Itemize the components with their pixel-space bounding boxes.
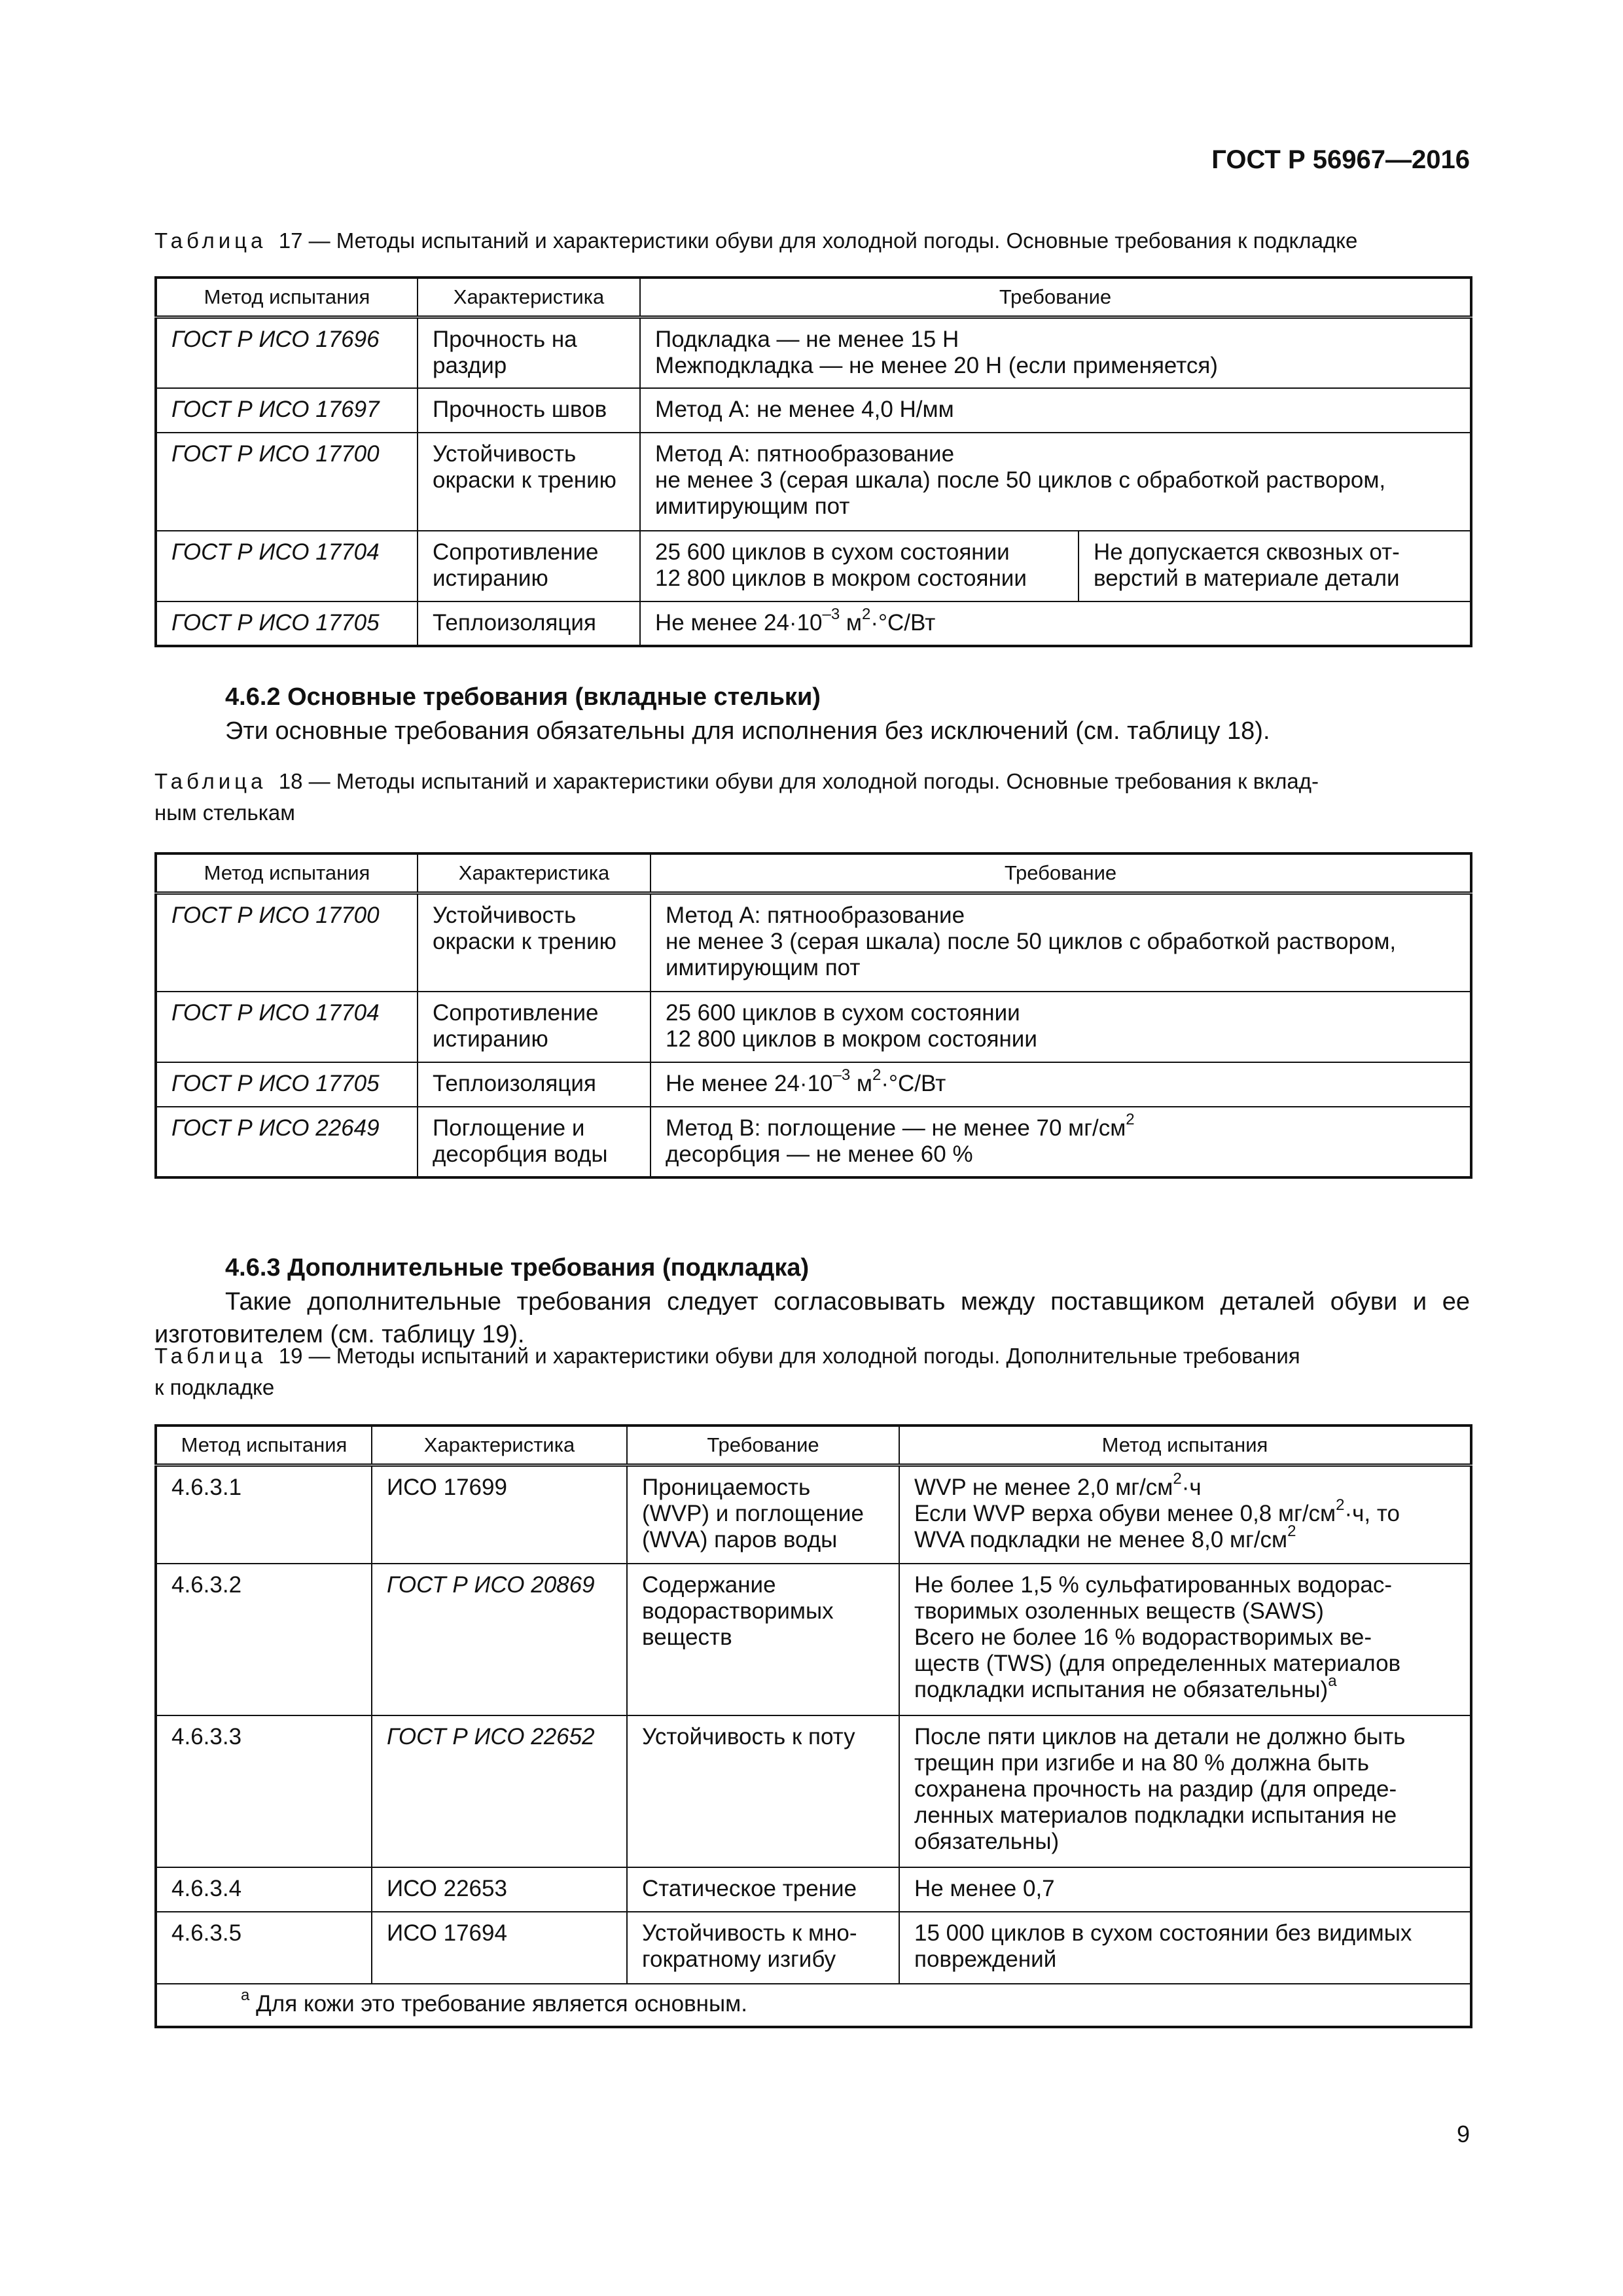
- text-line: [666, 1110, 1458, 1141]
- text-line: [914, 1496, 1458, 1527]
- text-line: не менее 3 (серая шкала) после 50 циклов с обработкой раствором,: [655, 467, 1386, 493]
- table-row: [156, 601, 1471, 646]
- text-line: 25 600 циклов в сухом состоянии: [655, 539, 1010, 565]
- table-header-row: [156, 1426, 1471, 1465]
- table-row: [156, 433, 1471, 531]
- characteristic-cell: [418, 317, 640, 388]
- text-fragment: Не менее 24·10: [666, 1070, 833, 1096]
- text-line: Не менее 0,7: [914, 1875, 1055, 1901]
- clause-number-cell: 4.6.3.5: [156, 1912, 372, 1984]
- characteristic-cell: [627, 1867, 899, 1912]
- text-line: Проницаемость: [642, 1475, 811, 1500]
- table-row: [156, 1465, 1471, 1564]
- text-line: Не допускается сквозных от-: [1094, 539, 1400, 565]
- document-id-header: ГОСТ Р 56967—2016: [1211, 145, 1470, 174]
- characteristic-cell: [418, 601, 640, 646]
- requirement-cell: [899, 1867, 1471, 1912]
- text-line: Сопротивление: [433, 539, 599, 565]
- table-row: [156, 317, 1471, 388]
- method-cell: ГОСТ Р ИСО 17705: [156, 601, 418, 646]
- text-line: [914, 1672, 1458, 1703]
- table-17: [154, 276, 1472, 647]
- text-fragment: Не менее 24·10: [655, 609, 823, 636]
- caption-prefix: Таблица: [154, 1344, 267, 1368]
- clause-number-cell: 4.6.3.2: [156, 1564, 372, 1715]
- text-line: трещин при изгибе и на 80 % должна быть: [914, 1749, 1370, 1776]
- text-line: десорбция — не менее 60 %: [666, 1141, 973, 1167]
- text-line: Статическое трение: [642, 1875, 857, 1901]
- table-row: [156, 388, 1471, 433]
- text-line: Не более 1,5 % сульфатированных водорас-: [914, 1571, 1392, 1598]
- page-number: 9: [1456, 2121, 1470, 2147]
- table-row: [156, 1107, 1471, 1177]
- text-line: 12 800 циклов в мокром состоянии: [666, 1026, 1037, 1052]
- table-header-row: [156, 278, 1471, 317]
- text-line: Устойчивость: [433, 440, 577, 467]
- text-line: Теплоизоляция: [433, 609, 596, 636]
- method-cell: ГОСТ Р ИСО 17704: [156, 531, 418, 601]
- text-line: (WVA) паров воды: [642, 1527, 838, 1552]
- characteristic-cell: [418, 1107, 651, 1177]
- text-line: [914, 1470, 1458, 1501]
- text-fragment: м: [850, 1070, 872, 1096]
- superscript: 2: [862, 605, 871, 623]
- method-cell: ГОСТ Р ИСО 17705: [156, 1062, 418, 1107]
- column-header: Требование: [640, 278, 1471, 317]
- column-header: Характеристика: [418, 278, 640, 317]
- table-header-row: [156, 853, 1471, 893]
- characteristic-cell: [418, 531, 640, 601]
- column-header: Метод испытания: [899, 1426, 1471, 1465]
- standard-cell: ГОСТ Р ИСО 22652: [372, 1715, 627, 1867]
- table-19-caption: [154, 1340, 1470, 1403]
- text-line: ществ (TWS) (для определенных материалов: [914, 1650, 1401, 1676]
- text-line: раздир: [433, 353, 507, 378]
- text-fragment: ·ч, то: [1344, 1501, 1400, 1526]
- requirement-cell: [640, 317, 1471, 388]
- text-line: Метод А: пятнообразование: [666, 903, 965, 928]
- column-header: Метод испытания: [156, 853, 418, 893]
- standard-cell: ИСО 17694: [372, 1912, 627, 1984]
- text-line: Сопротивление: [433, 999, 599, 1026]
- method-cell: ГОСТ Р ИСО 17697: [156, 388, 418, 433]
- characteristic-cell: [627, 1912, 899, 1984]
- column-header: Метод испытания: [156, 278, 418, 317]
- caption-text-line2: ным стелькам: [154, 800, 295, 825]
- text-line: повреждений: [914, 1946, 1057, 1972]
- table-row: [156, 1715, 1471, 1867]
- characteristic-cell: [627, 1564, 899, 1715]
- clause-number-cell: 4.6.3.4: [156, 1867, 372, 1912]
- characteristic-cell: [418, 433, 640, 531]
- footnote-marker: a: [1328, 1672, 1337, 1690]
- text-line: ленных материалов подкладки испытания не: [914, 1802, 1397, 1828]
- table-footnote: [156, 1984, 1471, 2027]
- text-line: имитирующим пот: [666, 955, 861, 980]
- text-line: Поглощение и: [433, 1115, 585, 1141]
- section-4-6-2-title: 4.6.2 Основные требования (вкладные стельки): [225, 683, 821, 711]
- footnote-text: Для кожи это требование является основным.: [249, 1990, 747, 2017]
- text-line: не менее 3 (серая шкала) после 50 циклов с обработкой раствором,: [666, 929, 1397, 954]
- caption-text: 19 — Методы испытаний и характеристики обуви для холодной погоды. Дополнительные требования: [278, 1344, 1300, 1368]
- table-19: [154, 1424, 1472, 2028]
- text-line: верстий в материале детали: [1094, 565, 1400, 591]
- caption-text: 18 — Методы испытаний и характеристики обуви для холодной погоды. Основные требования к вклад-: [278, 769, 1319, 793]
- requirement-cell: [651, 1062, 1471, 1107]
- text-fragment: ·°С/Вт: [881, 1070, 946, 1096]
- method-cell: ГОСТ Р ИСО 17704: [156, 992, 418, 1062]
- superscript: 2: [872, 1066, 882, 1084]
- text-fragment: Если WVP верха обуви менее 0,8 мг/см: [914, 1501, 1336, 1526]
- text-line: обязательны): [914, 1828, 1060, 1854]
- text-line: творимых озоленных веществ (SAWS): [914, 1598, 1324, 1624]
- requirement-note-cell: [1079, 531, 1471, 601]
- characteristic-cell: [418, 1062, 651, 1107]
- characteristic-cell: [627, 1715, 899, 1867]
- section-4-6-3-text: Такие дополнительные требования следует согласовывать между поставщиком деталей обуви и ее изготовителем (см. таблицу 19).: [154, 1288, 1470, 1348]
- column-header: Характеристика: [418, 853, 651, 893]
- text-line: окраски к трению: [433, 467, 616, 493]
- table-17-caption: [154, 225, 1470, 257]
- text-line: После пяти циклов на детали не должно быть: [914, 1723, 1406, 1749]
- characteristic-cell: [418, 388, 640, 433]
- standard-cell: ИСО 22653: [372, 1867, 627, 1912]
- method-cell: ГОСТ Р ИСО 17700: [156, 893, 418, 992]
- requirement-cell: [899, 1912, 1471, 1984]
- text-line: истиранию: [433, 565, 548, 591]
- text-line: веществ: [642, 1624, 732, 1650]
- text-line: Содержание: [642, 1571, 776, 1598]
- table-row: [156, 1912, 1471, 1984]
- text-fragment: ·ч: [1181, 1475, 1202, 1500]
- column-header: Характеристика: [372, 1426, 627, 1465]
- text-line: Межподкладка — не менее 20 Н (если применяется): [655, 353, 1218, 378]
- text-line: Всего не более 16 % водорастворимых ве-: [914, 1624, 1372, 1650]
- text-line: Метод А: не менее 4,0 Н/мм: [655, 396, 954, 422]
- method-cell: ГОСТ Р ИСО 22649: [156, 1107, 418, 1177]
- requirement-cell: [651, 992, 1471, 1062]
- caption-text: 17 — Методы испытаний и характеристики обуви для холодной погоды. Основные требования к подкладке: [278, 228, 1358, 253]
- clause-number-cell: 4.6.3.1: [156, 1465, 372, 1564]
- superscript: 2: [1126, 1110, 1135, 1128]
- text-line: имитирующим пот: [655, 493, 850, 519]
- table-footnote-row: [156, 1984, 1471, 2027]
- table-row: [156, 992, 1471, 1062]
- requirement-cell: [899, 1715, 1471, 1867]
- table-18: [154, 852, 1472, 1179]
- text-line: 15 000 циклов в сухом состоянии без видимых: [914, 1920, 1412, 1946]
- text-line: Устойчивость к мно-: [642, 1920, 857, 1946]
- text-line: окраски к трению: [433, 929, 616, 954]
- method-cell: ГОСТ Р ИСО 17696: [156, 317, 418, 388]
- text-line: Метод А: пятнообразование: [655, 440, 955, 467]
- text-line: Подкладка — не менее 15 Н: [655, 327, 959, 352]
- text-line: Устойчивость к поту: [642, 1723, 855, 1749]
- characteristic-cell: [418, 893, 651, 992]
- text-line: десорбция воды: [433, 1141, 608, 1167]
- text-line: (WVP) и поглощение: [642, 1501, 864, 1526]
- requirement-cell: [640, 433, 1471, 531]
- superscript: –3: [822, 605, 840, 623]
- caption-text-line2: к подкладке: [154, 1375, 275, 1399]
- section-4-6-3-title: 4.6.3 Дополнительные требования (подкладка): [225, 1254, 810, 1282]
- text-line: 12 800 циклов в мокром состоянии: [655, 565, 1027, 591]
- standard-cell: ГОСТ Р ИСО 20869: [372, 1564, 627, 1715]
- text-line: истиранию: [433, 1026, 548, 1052]
- column-header: Требование: [627, 1426, 899, 1465]
- table-18-caption: [154, 766, 1470, 829]
- text-line: водорастворимых: [642, 1598, 834, 1624]
- text-fragment: WVA подкладки не менее 8,0 мг/см: [914, 1527, 1288, 1552]
- requirement-cell: [651, 893, 1471, 992]
- text-line: 25 600 циклов в сухом состоянии: [666, 999, 1020, 1026]
- table-row: [156, 1867, 1471, 1912]
- requirement-cell: [899, 1564, 1471, 1715]
- requirement-cell: [899, 1465, 1471, 1564]
- superscript: 2: [1287, 1522, 1296, 1541]
- requirement-cell: [651, 1107, 1471, 1177]
- text-fragment: WVP не менее 2,0 мг/см: [914, 1475, 1173, 1500]
- text-line: Прочность швов: [433, 396, 607, 422]
- table-row: [156, 531, 1471, 601]
- text-line: Теплоизоляция: [433, 1070, 596, 1096]
- text-fragment: ·°С/Вт: [870, 609, 936, 636]
- table-row: [156, 893, 1471, 992]
- requirement-cell: [640, 531, 1079, 601]
- clause-number-cell: 4.6.3.3: [156, 1715, 372, 1867]
- column-header: Метод испытания: [156, 1426, 372, 1465]
- text-fragment: подкладки испытания не обязательны): [914, 1676, 1329, 1702]
- column-header: Требование: [651, 853, 1471, 893]
- text-fragment: Метод В: поглощение — не менее 70 мг/см: [666, 1115, 1126, 1141]
- characteristic-cell: [627, 1465, 899, 1564]
- characteristic-cell: [418, 992, 651, 1062]
- section-4-6-2-text: Эти основные требования обязательны для исполнения без исключений (см. таблицу 18).: [225, 717, 1270, 745]
- superscript: –3: [832, 1066, 851, 1084]
- text-line: Устойчивость: [433, 903, 577, 928]
- table-row: [156, 1062, 1471, 1107]
- superscript: 2: [1173, 1470, 1182, 1488]
- requirement-cell: [640, 388, 1471, 433]
- caption-prefix: Таблица: [154, 769, 267, 793]
- footnote-marker: a: [241, 1986, 250, 2004]
- method-cell: ГОСТ Р ИСО 17700: [156, 433, 418, 531]
- text-line: гократному изгибу: [642, 1946, 836, 1972]
- standard-cell: ИСО 17699: [372, 1465, 627, 1564]
- text-line: сохранена прочность на раздир (для опреде-: [914, 1776, 1397, 1802]
- requirement-cell: [640, 601, 1471, 646]
- caption-prefix: Таблица: [154, 228, 267, 253]
- table-row: [156, 1564, 1471, 1715]
- text-line: [914, 1522, 1458, 1553]
- superscript: 2: [1336, 1496, 1345, 1515]
- text-fragment: м: [840, 609, 862, 636]
- text-line: Прочность на: [433, 327, 577, 352]
